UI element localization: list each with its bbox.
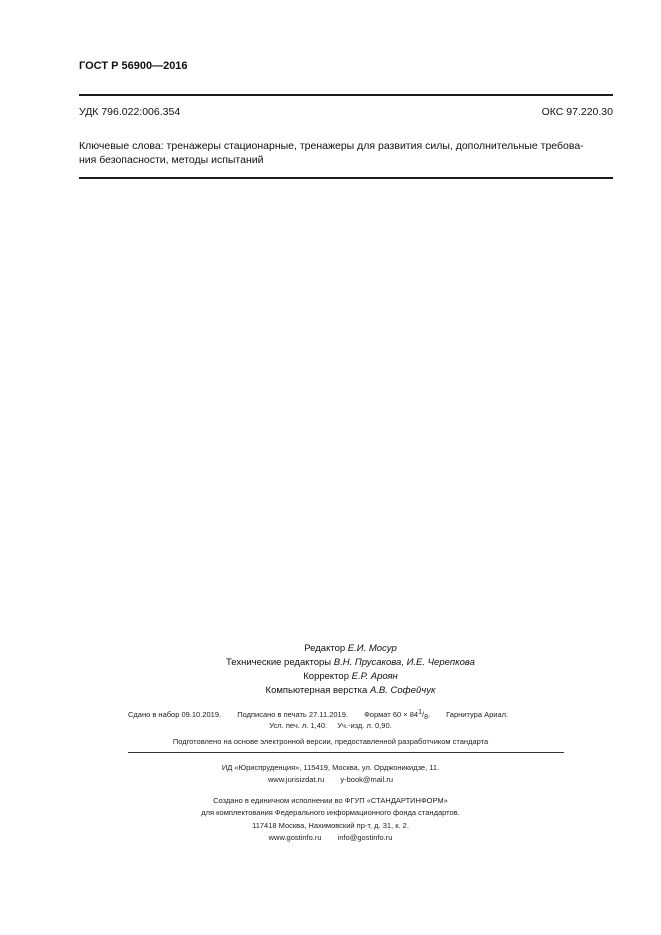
- standard-number: ГОСТ Р 56900—2016: [79, 60, 188, 72]
- corrector-name: Е.Р. Ароян: [351, 671, 398, 682]
- signed-date: Подписано в печать 27.11.2019.: [237, 710, 348, 719]
- publisher-divider: [128, 752, 564, 753]
- layout-name: А.В. Софейчук: [369, 685, 436, 696]
- created-block: [0, 795, 661, 819]
- editor-row: [0, 642, 661, 656]
- keywords-line-1: Ключевые слова: тренажеры стационарные, тренажеры для развития силы, дополнительные требова-: [79, 140, 584, 152]
- udk-code: УДК 796.022:006.354: [79, 106, 181, 118]
- editor-label: Редактор: [304, 643, 346, 654]
- sheet-counts: [0, 721, 661, 730]
- corrector-row: [0, 670, 661, 684]
- credits-block: [0, 642, 661, 698]
- format-denominator: 8: [424, 714, 428, 721]
- publisher-email[interactable]: y-book@mail.ru: [340, 775, 393, 784]
- publisher-address: ИД «Юриспруденция», 115419, Москва, ул. Орджоникидзе, 11.: [221, 763, 440, 772]
- standartinform-address: 117418 Москва, Нахимовский пр-т, д. 31, к. 2.: [252, 821, 409, 830]
- paper-format: Формат $60 \times 84^1/_8$.: [364, 709, 431, 721]
- tech-editors-row: [0, 656, 661, 670]
- format-numerator: 1: [418, 709, 422, 716]
- publisher-sheets: Уч.-изд. л. 0,90.: [337, 721, 392, 730]
- format-prefix: Формат 60 × 84: [364, 710, 419, 719]
- printing-info: [128, 709, 522, 721]
- corrector-label: Корректор: [303, 671, 349, 682]
- standartinform-block: [0, 820, 661, 844]
- typeface: Гарнитура Ариал.: [446, 710, 509, 719]
- tech-editors-names: В.Н. Прусакова, И.Е. Черепкова: [333, 657, 475, 668]
- layout-label: Компьютерная верстка: [265, 685, 368, 696]
- top-divider: [79, 94, 613, 96]
- created-line-1: Создано в единичном исполнении во ФГУП «СТАНДАРТИНФОРМ»: [213, 796, 448, 805]
- keywords-line-2: ния безопасности, методы испытаний: [79, 154, 264, 166]
- printed-sheets: Усл. печ. л. 1,40.: [269, 721, 328, 730]
- standartinform-contacts: [0, 832, 661, 844]
- oks-code: ОКС 97.220.30: [541, 106, 613, 118]
- format-suffix: .: [427, 710, 431, 719]
- created-line-2: для комплектования Федерального информационного фонда стандартов.: [201, 808, 460, 817]
- layout-row: [0, 684, 661, 698]
- keywords-divider: [79, 177, 613, 179]
- publisher-contacts: [0, 774, 661, 786]
- standartinform-email[interactable]: info@gostinfo.ru: [337, 833, 393, 842]
- submitted-date: Сдано в набор 09.10.2019.: [128, 710, 222, 719]
- publisher-site[interactable]: www.jurisizdat.ru: [268, 775, 325, 784]
- standartinform-site[interactable]: www.gostinfo.ru: [268, 833, 322, 842]
- editor-name: Е.И. Мосур: [347, 643, 397, 654]
- publisher-block: [0, 762, 661, 786]
- keywords: [79, 139, 615, 167]
- preparation-basis: Подготовлено на основе электронной версии, предоставленной разработчиком стандарта: [172, 737, 489, 746]
- tech-editors-label: Технические редакторы: [226, 657, 332, 668]
